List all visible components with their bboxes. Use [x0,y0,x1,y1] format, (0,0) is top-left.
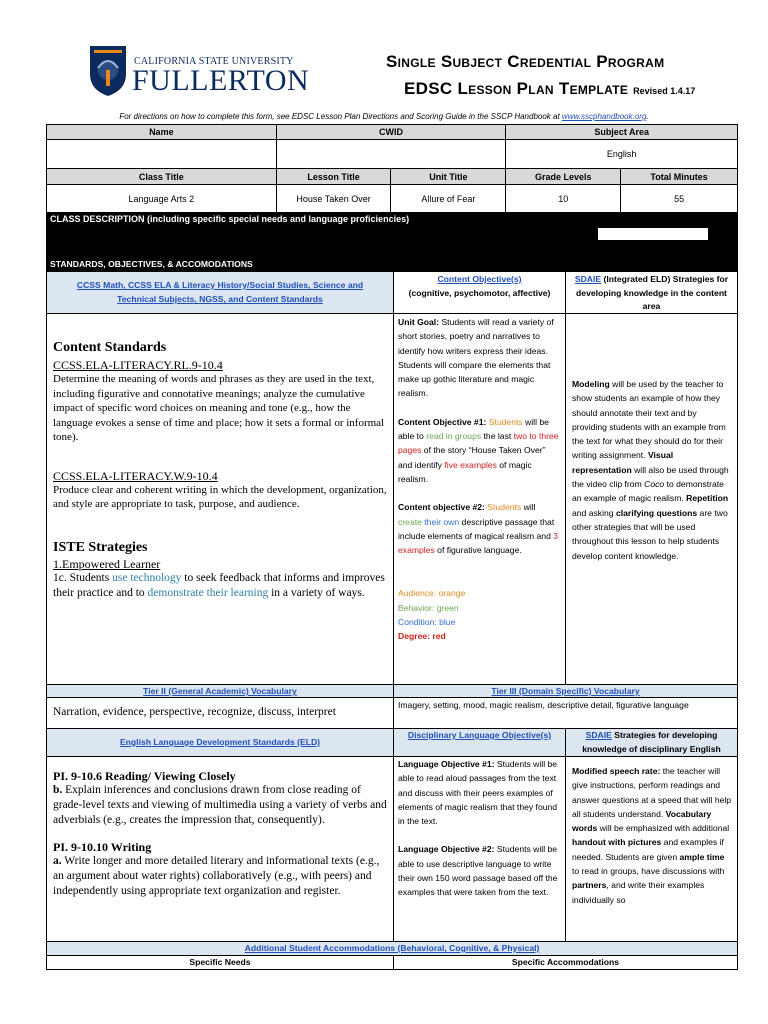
total-minutes-header: Total Minutes [621,169,738,185]
unit-title-header: Unit Title [391,169,506,185]
sdaie-handout: handout with pictures [572,837,662,848]
obj2-own: their own [421,516,460,527]
obj1-label: Content Objective #1: [398,416,487,427]
iste-1c-text [53,571,387,601]
obj1-students: Students [486,416,523,427]
redacted-white-box [598,228,708,240]
standards-section-bar: STANDARDS, OBJECTIVES, & ACCOMODATIONS [46,258,738,271]
iste-1c-c: to seek feedback that informs and improves their practice and to [53,571,385,599]
directions-note [0,112,768,121]
legend-audience: Audience: orange [398,588,466,599]
class-title-header: Class Title [47,169,277,185]
sdaie-lang-t3: and examples if needed. Students are given [572,837,724,862]
accommodations-link[interactable]: Additional Student Accommodations (Behavioral, Cognitive, & Physical) [244,943,540,953]
sdaie-modified-speech: Modified speech rate: [572,766,661,776]
tier2-header [46,684,394,698]
pi-reading-b: b. [53,784,63,796]
sdaie-clarifying: clarifying questions [615,507,698,518]
sdaie-vocab-words: Vocabulary words [572,808,712,834]
content-objective-2 [398,500,561,557]
standard-rl-code: CCSS.ELA-LITERACY.RL.9-10.4 [53,358,223,372]
lo2-text: Students will be able to use descriptive language to write their own 150 word passage based off the examples that were taken from the text. [398,844,558,898]
legend-condition: Condition: blue [398,617,456,628]
sdaie-t5: are two other strategies that will be used throughout this lesson to help students develop content knowledge. [572,507,728,561]
obj1-pages: two to three pages [398,431,559,456]
language-objectives-link[interactable]: Disciplinary Language Objective(s) [407,730,552,740]
program-title: Single Subject Credential Program [386,52,665,71]
sdaie-visual: Visual representation [572,450,674,475]
name-header: Name [47,125,277,140]
unit-goal-label: Unit Goal: [398,317,440,327]
name-value[interactable] [47,140,277,169]
obj2-c: of figurative language. [434,545,522,556]
accommodations-header [46,941,738,956]
language-objectives-header [393,728,566,757]
ccss-standards-link[interactable]: CCSS Math, CCSS ELA & Literacy History/Social Studies, Science and Technical Subjects, NGSS, and Content Standards [76,280,364,304]
handbook-link[interactable]: www.sscphandbook.org [561,112,647,121]
sdaie-language-rest: Strategies for developing knowledge of disciplinary English [582,730,721,754]
content-standards-cell [46,313,394,685]
iste-heading: ISTE Strategies [53,539,148,555]
obj1-a: will be able to [398,416,549,442]
pi-reading-text [53,783,387,828]
sdaie-link[interactable]: SDAIE [574,274,602,284]
pi-writing-text [53,854,387,899]
obj1-d: of magic realism. [398,459,532,484]
tier2-words: Narration, evidence, perspective, recognize, discuss, interpret [46,697,394,729]
cwid-value[interactable] [276,140,506,169]
tier3-words: Imagery, setting, mood, magic realism, descriptive detail, figurative language [393,697,738,729]
sdaie-modeling: Modeling [572,379,610,389]
university-seal-logo [88,44,128,98]
legend-behavior: Behavior: green [398,602,459,613]
obj2-label: Content objective #2: [398,502,485,513]
obj2-three: 3 examples [398,530,559,556]
content-objective-1 [398,415,561,486]
subject-area-value[interactable]: English [506,140,738,169]
standard-w-code: CCSS.ELA-LITERACY.W.9-10.4 [53,468,218,483]
sdaie-content-cell [565,313,738,685]
sdaie-partners: partners [572,880,607,891]
sdaie-lang-t2: will be emphasized with additional [597,823,730,834]
obj1-c: of the story “House Taken Over” and identify [398,445,546,470]
standard-w-text: Produce clear and coherent writing in which the development, organization, and style are appropriate to task, purpose, and audience. [53,483,387,510]
sdaie-content-header [565,271,738,314]
content-objectives-cell [393,313,566,685]
pi-writing-a: a. [53,855,62,867]
sdaie-language-cell [565,756,738,942]
total-minutes-value[interactable]: 55 [621,185,738,213]
content-objectives-header [393,271,566,314]
language-objectives-cell [393,756,566,942]
content-objectives-sub: (cognitive, psychomotor, affective) [408,287,551,298]
eld-standards-header [46,728,394,757]
class-description-label: CLASS DESCRIPTION (including specific special needs and language proficiencies) [50,214,410,224]
lesson-title-value[interactable]: House Taken Over [276,185,391,213]
tier3-link[interactable]: Tier III (Domain Specific) Vocabulary [491,686,640,696]
class-title-value[interactable]: Language Arts 2 [47,185,277,213]
eld-standards-link[interactable]: English Language Development Standards (ELD) [119,737,321,747]
obj1-five-examples: five examples [444,459,497,470]
sdaie-t2: will also be used through the video clip from [572,464,729,490]
template-title [404,79,695,99]
sdaie-language-link[interactable]: SDAIE [585,730,612,740]
unit-goal [398,315,561,401]
specific-needs-header: Specific Needs [46,955,394,970]
grade-levels-header: Grade Levels [506,169,621,185]
obj1-b: the last [481,431,514,442]
directions-text: For directions on how to complete this form, see EDSC Lesson Plan Directions and Scoring Guide in the SSCP Handbook at [119,112,562,121]
iste-1c-a: 1c. Students [53,571,113,584]
language-objective-2 [398,842,561,899]
specific-accommodations-header: Specific Accommodations [393,955,738,970]
sdaie-repetition: Repetition [686,493,729,504]
sdaie-t4: and asking [572,507,616,518]
grade-levels-value[interactable]: 10 [506,185,621,213]
unit-title-value[interactable]: Allure of Fear [391,185,506,213]
cwid-header: CWID [276,125,506,140]
revision-label: Revised 1.4.17 [633,86,696,96]
lo1-label: Language Objective #1: [398,759,495,769]
template-title-text: EDSC Lesson Plan Template [404,79,629,98]
language-objective-1 [398,757,561,828]
sdaie-t3: to demonstrate an example of magic realism. [572,479,724,504]
sdaie-lang-t1: the teacher will give instructions, perform readings and answer questions at a speed that will help all students understand. [572,766,732,819]
sdaie-ample-time: ample time [679,851,725,862]
sdaie-header-rest: (Integrated ELD) Strategies for developing knowledge in the content area [576,274,729,311]
sdaie-lang-t4: to read in groups, have discussions with [572,866,725,877]
pi-reading-body: Explain inferences and conclusions drawn from close reading of grade-level texts and viewing of multimedia using a variety of verbs and adverbials (e.g., creates the impression that, consequently). [53,784,387,826]
obj1-read-groups: read in groups [426,431,482,442]
lesson-info-table [46,124,738,213]
lo2-label: Language Objective #2: [398,844,495,855]
subject-area-header: Subject Area [506,125,738,140]
iste-1c-e: in a variety of ways. [268,586,365,599]
legend-degree: Degree: red [398,631,446,642]
lo1-text: Students will be able to read aloud passages from the text and discuss with their peers examples of elements of magic realism that they found in the text. [398,759,558,827]
tier2-link[interactable]: Tier II (General Academic) Vocabulary [143,686,297,696]
directions-end: . [646,112,649,121]
unit-goal-text: Students will read a variety of short stories, poetry and narratives to identify how writers express their ideas. Students will compare the elements that make up gothic literature and magic realism. [398,317,554,399]
obj2-a: will [521,502,536,513]
lesson-title-header: Lesson Title [276,169,391,185]
pi-writing-body: Write longer and more detailed literary and informational texts (e.g., an argument about water rights) collaboratively (e.g., with peers) and independently using appropriate text organization and register. [53,855,380,897]
obj2-b: descriptive passage that include elements of magical realism and [398,516,555,541]
sdaie-t1: will be used by the teacher to show students an example of how they should annotate their text and by providing students with an example from the text for what they should do for their writing assignment. [572,379,726,461]
university-name-large: FULLERTON [132,64,310,97]
iste-demonstrate: demonstrate their learning [147,586,269,599]
content-objectives-link[interactable]: Content Objective(s) [437,274,522,284]
obj2-students: Students [484,502,522,513]
sdaie-lang-t5: , and write their examples individually so [572,880,705,905]
sdaie-language-header [565,728,738,757]
eld-standards-cell [46,756,394,942]
pi-writing-heading: PI. 9-10.10 Writing [53,840,152,854]
tier3-header [393,684,738,698]
obj2-create: create [398,516,422,527]
university-name-small: CALIFORNIA STATE UNIVERSITY [134,56,294,67]
pi-reading-heading: PI. 9-10.6 Reading/ Viewing Closely [53,769,236,783]
iste-empowered-learner: 1.Empowered Learner [53,556,161,571]
iste-use-technology: use technology [112,571,182,584]
sdaie-coco: Coco [644,479,665,490]
content-standards-heading: Content Standards [53,340,167,355]
standards-column-header [46,271,394,314]
standard-rl-text: Determine the meaning of words and phrases as they are used in the text, including figurative and connotative meanings; analyze the cumulative impact of specific word choices on meaning and tone (e.g., how the language evokes a sense of time and place; how it sets a formal or informal tone). [53,373,385,443]
